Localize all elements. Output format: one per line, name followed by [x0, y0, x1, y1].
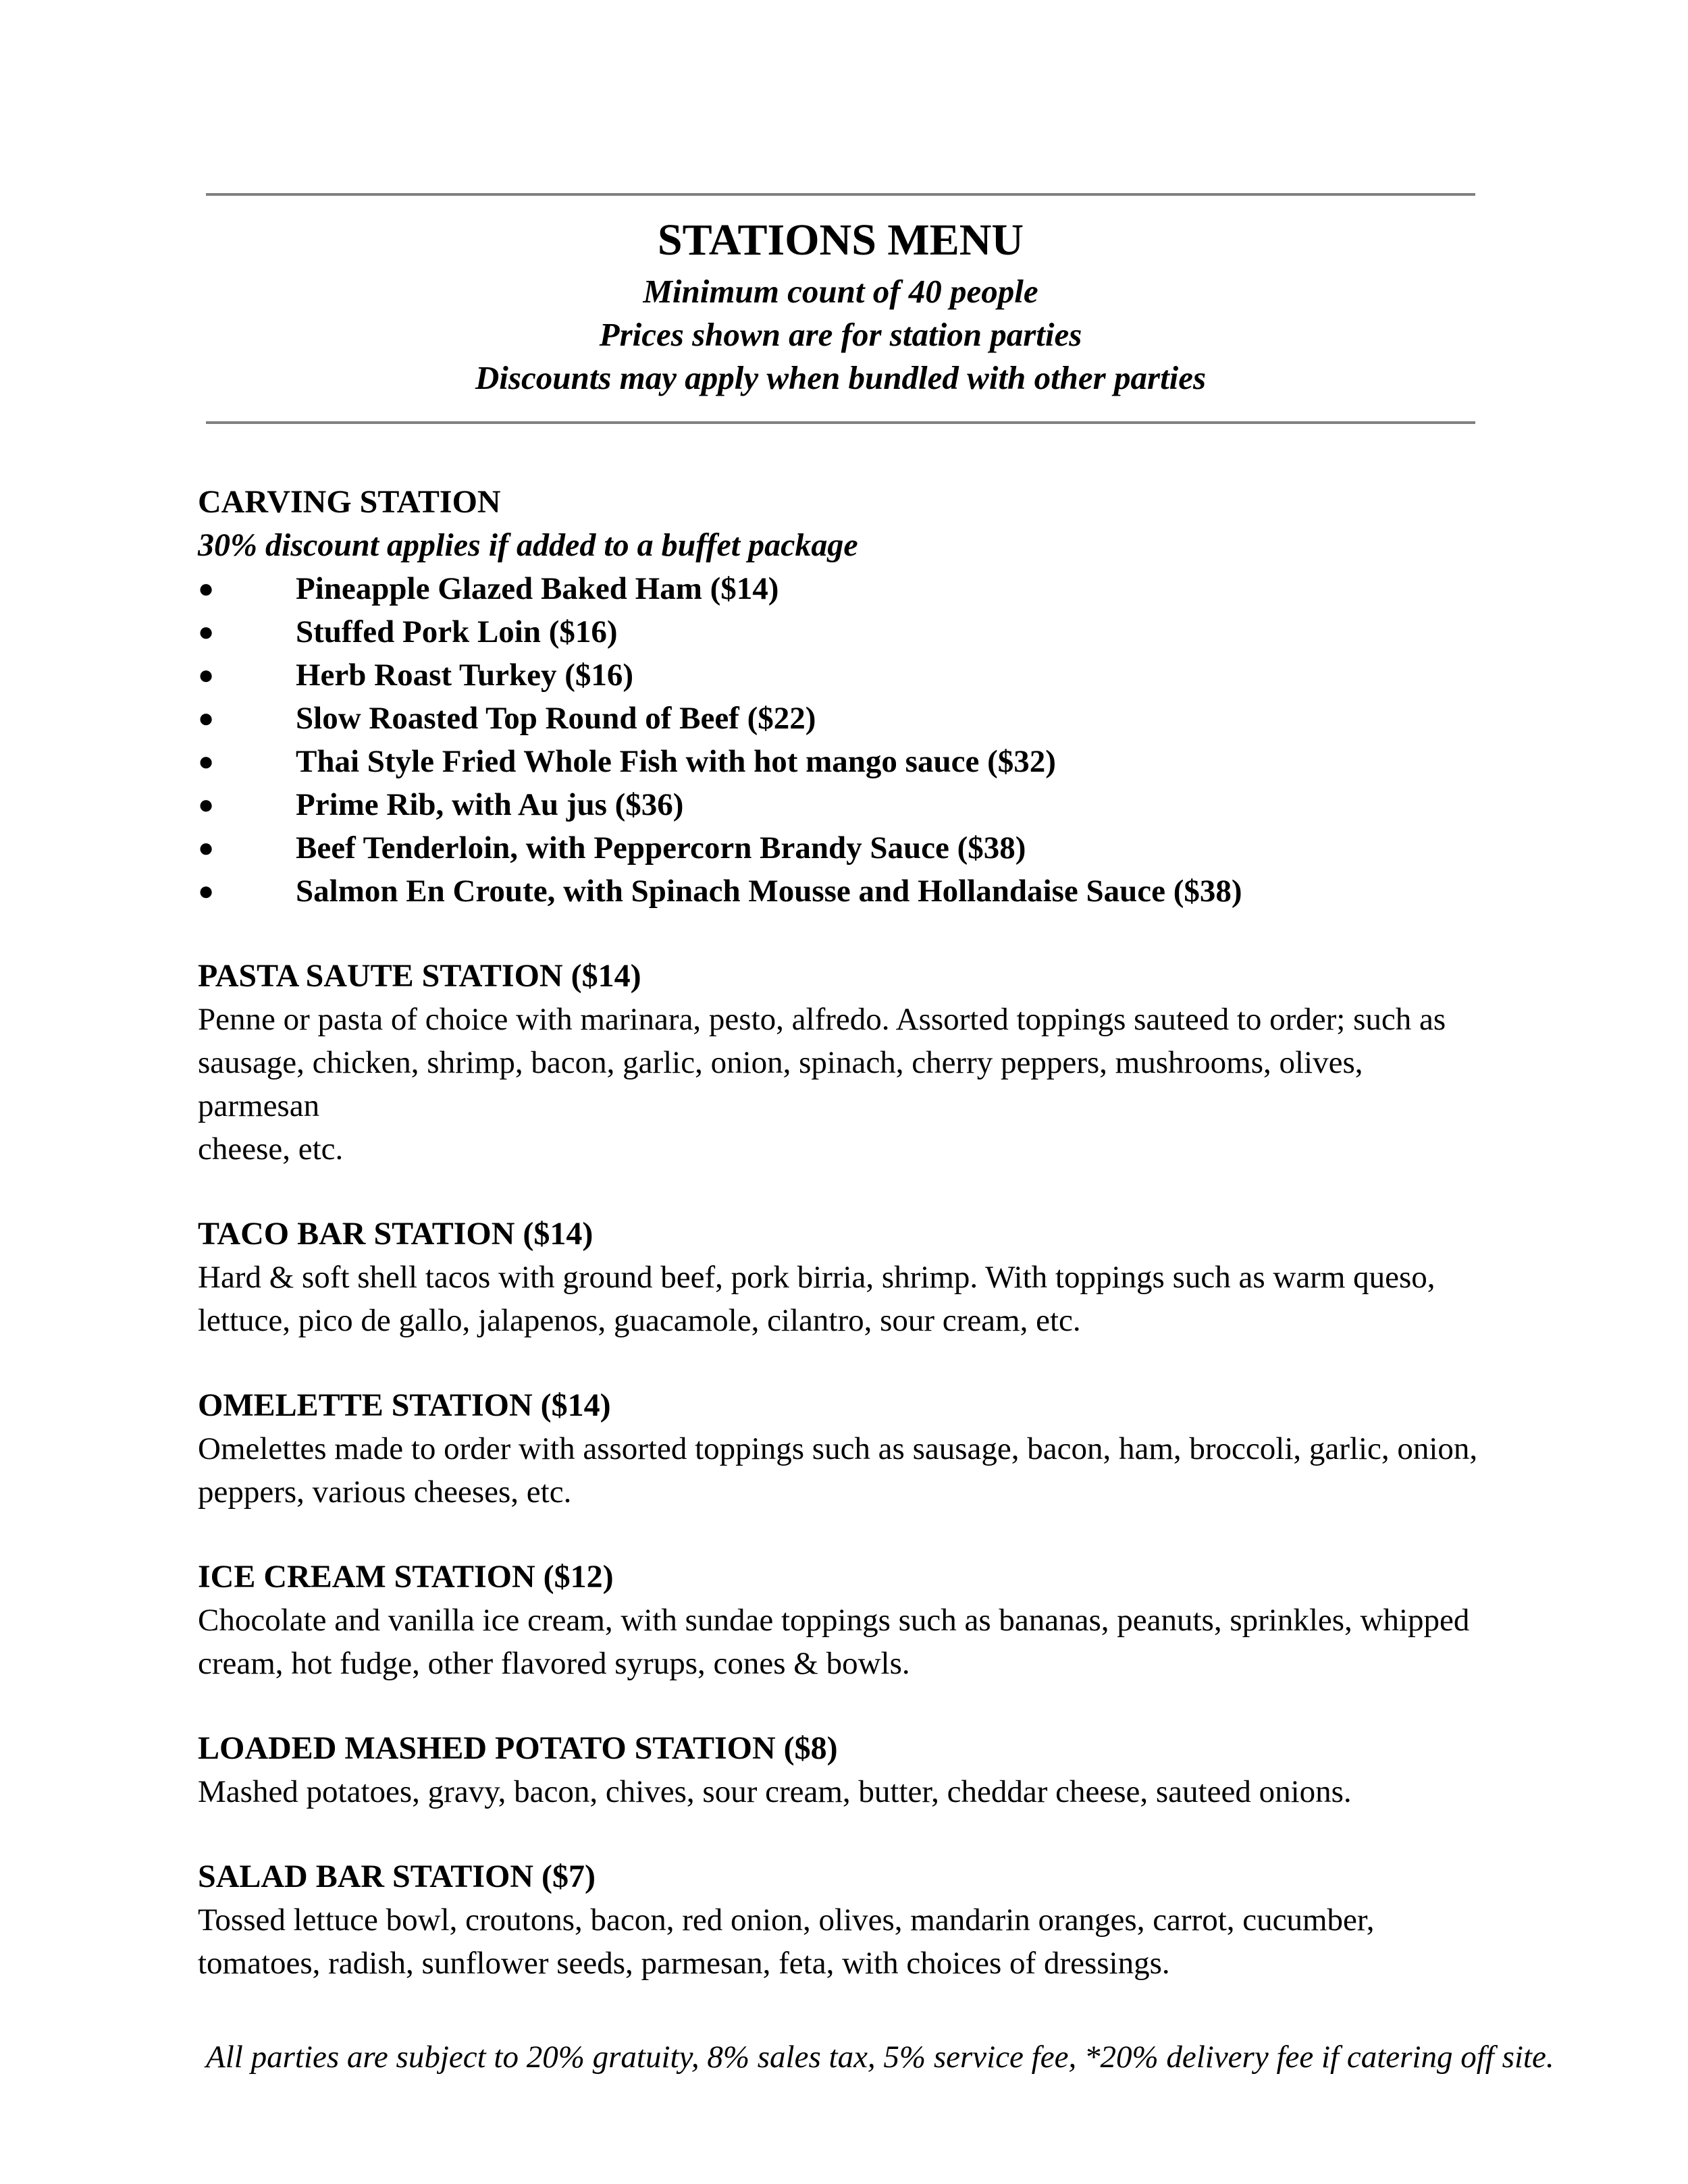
bullet-icon: ●: [198, 832, 215, 863]
loaded-mashed-potato-station-section: [198, 1727, 1481, 1813]
carving-item: [198, 567, 1481, 610]
salad-bar-station-title: SALAD BAR STATION ($7): [198, 1859, 596, 1894]
station-description-line: lettuce, pico de gallo, jalapenos, guacamole, cilantro, sour cream, etc.: [198, 1303, 1081, 1338]
bullet-icon: ●: [198, 703, 215, 733]
station-description-line: cream, hot fudge, other flavored syrups, cones & bowls.: [198, 1646, 910, 1681]
pasta-saute-station-section: [198, 955, 1481, 1171]
station-description-line: Tossed lettuce bowl, croutons, bacon, red onion, olives, mandarin oranges, carrot, cucumber,: [198, 1902, 1375, 1938]
carving-item: [198, 610, 1481, 654]
bullet-icon: ●: [198, 573, 215, 604]
taco-bar-station-title: TACO BAR STATION ($14): [198, 1216, 594, 1252]
carving-item-label: Pineapple Glazed Baked Ham ($14): [296, 571, 779, 606]
menu-header: [206, 211, 1475, 400]
carving-item: [198, 697, 1481, 740]
carving-item: [198, 870, 1481, 913]
top-divider: [206, 193, 1475, 196]
carving-item: [198, 740, 1481, 783]
fees-footer-note: All parties are subject to 20% gratuity, 8% sales tax, 5% service fee, *20% delivery fee if catering off site.: [206, 2040, 1554, 2075]
station-description-line: peppers, various cheeses, etc.: [198, 1474, 572, 1510]
bullet-icon: ●: [198, 789, 215, 820]
carving-item-label: Thai Style Fried Whole Fish with hot mango sauce ($32): [296, 744, 1056, 779]
omelette-station-section: [198, 1384, 1481, 1514]
station-description-line: Mashed potatoes, gravy, bacon, chives, sour cream, butter, cheddar cheese, sauteed onions.: [198, 1774, 1352, 1809]
carving-item-label: Salmon En Croute, with Spinach Mousse and Hollandaise Sauce ($38): [296, 874, 1242, 909]
carving-item-label: Stuffed Pork Loin ($16): [296, 614, 618, 649]
loaded-mashed-potato-station-title: LOADED MASHED POTATO STATION ($8): [198, 1730, 838, 1766]
station-description-line: Hard & soft shell tacos with ground beef, pork birria, shrimp. With toppings such as warm queso,: [198, 1260, 1435, 1295]
discount-note: Discounts may apply when bundled with other parties: [475, 359, 1207, 396]
station-description-line: sausage, chicken, shrimp, bacon, garlic, onion, spinach, cherry peppers, mushrooms, olives, parmesan: [198, 1045, 1363, 1123]
pricing-note: Prices shown are for station parties: [599, 316, 1082, 353]
taco-bar-station-section: [198, 1213, 1481, 1342]
station-description-line: cheese, etc.: [198, 1131, 344, 1167]
salad-bar-station-section: [198, 1855, 1481, 1985]
minimum-count-note: Minimum count of 40 people: [643, 273, 1038, 310]
carving-station-title: CARVING STATION: [198, 484, 501, 520]
bullet-icon: ●: [198, 876, 215, 906]
station-description-line: Penne or pasta of choice with marinara, pesto, alfredo. Assorted toppings sauteed to order; such as: [198, 1002, 1446, 1037]
carving-item-label: Prime Rib, with Au jus ($36): [296, 787, 684, 822]
station-description-line: tomatoes, radish, sunflower seeds, parmesan, feta, with choices of dressings.: [198, 1946, 1170, 1981]
ice-cream-station-title: ICE CREAM STATION ($12): [198, 1559, 614, 1595]
carving-station-section: [198, 481, 1481, 913]
station-description-line: Chocolate and vanilla ice cream, with sundae toppings such as bananas, peanuts, sprinkles, whipped: [198, 1603, 1470, 1638]
bottom-divider: [206, 421, 1475, 424]
carving-station-discount-note: 30% discount applies if added to a buffet package: [198, 527, 858, 563]
pasta-saute-station-title: PASTA SAUTE STATION ($14): [198, 958, 641, 994]
carving-item: [198, 826, 1481, 870]
carving-item-label: Slow Roasted Top Round of Beef ($22): [296, 701, 816, 736]
bullet-icon: ●: [198, 616, 215, 647]
bullet-icon: ●: [198, 746, 215, 776]
station-description-line: Omelettes made to order with assorted toppings such as sausage, bacon, ham, broccoli, garlic, onion,: [198, 1431, 1478, 1466]
ice-cream-station-section: [198, 1555, 1481, 1685]
omelette-station-title: OMELETTE STATION ($14): [198, 1387, 611, 1423]
menu-content: [198, 481, 1481, 2027]
carving-item-list: [198, 567, 1481, 913]
carving-item: [198, 654, 1481, 697]
carving-item-label: Beef Tenderloin, with Peppercorn Brandy Sauce ($38): [296, 830, 1026, 865]
bullet-icon: ●: [198, 660, 215, 690]
carving-item: [198, 783, 1481, 826]
carving-item-label: Herb Roast Turkey ($16): [296, 658, 634, 693]
page-title: STATIONS MENU: [657, 215, 1024, 265]
